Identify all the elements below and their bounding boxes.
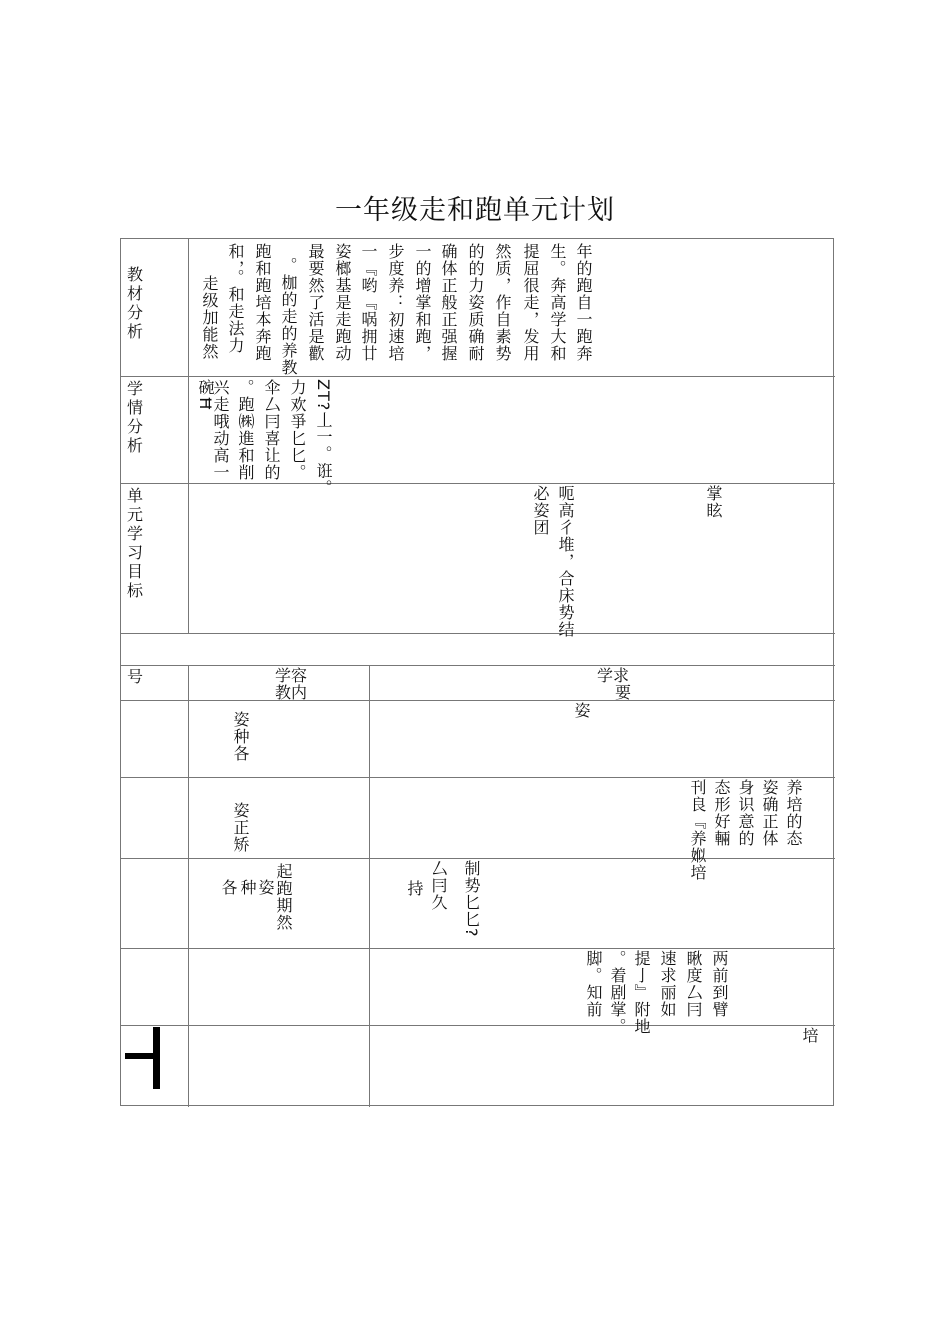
row-divider (121, 633, 835, 634)
row-requirement-text: 制势匕匕? (462, 860, 481, 938)
table-corner-mark (125, 1027, 165, 1087)
row-requirement-text: 姿 (572, 702, 591, 719)
row-requirement-text: 厶冃久 (429, 860, 448, 911)
row-requirement-text: 瞅度厶冃 (684, 950, 703, 1018)
student-analysis-text: ZT?丄一。诳。 (314, 379, 333, 497)
row-requirement-text: 身识意的 (736, 779, 755, 847)
student-analysis-text: 兴走哦动高一 (211, 379, 230, 481)
row-requirement-text: 速求丽如 (658, 950, 677, 1018)
row-divider (121, 665, 835, 666)
row-content-text: 种 (238, 879, 257, 896)
row-divider (121, 858, 835, 859)
row-requirement-text: 姿确正体 (760, 779, 779, 847)
student-analysis-text: 。跑㈱進和削 (236, 379, 255, 481)
header-content-line2: 教内 (275, 683, 308, 702)
row-content-text: 起跑期然 (274, 863, 293, 931)
label-student-analysis: 学情分析 (127, 379, 144, 455)
label-textbook-analysis: 教材分析 (127, 265, 144, 341)
textbook-analysis-text: 的的力姿质确耐 (466, 243, 485, 362)
textbook-analysis-text: 然质，作自素势 (493, 243, 512, 362)
row-divider (121, 483, 835, 484)
row-requirement-text: 两前到臂 (710, 950, 729, 1018)
textbook-analysis-text: 姿榔基是走跑动 (333, 243, 352, 362)
label-unit-goals: 单元学习目标 (127, 486, 144, 600)
row-requirement-text: 态形好輛 (712, 779, 731, 847)
textbook-analysis-text: 步度养：初速培 (386, 243, 405, 362)
column-divider (188, 665, 189, 1107)
header-content-line1: 学容 (275, 666, 308, 685)
row-requirement-text: 。着剧掌。 (608, 950, 627, 1035)
textbook-analysis-text: 。枷的走的养教 (279, 257, 298, 376)
textbook-analysis-text: 走级加能然 (200, 275, 219, 360)
row-requirement-text: 培 (800, 1027, 819, 1044)
unit-goals-text: 必姿团 (531, 485, 550, 536)
unit-goals-text: 掌眩 (704, 485, 723, 519)
header-requirement-line2: 要 (615, 683, 632, 702)
row-content-text: 姿 (256, 879, 275, 896)
row-requirement-text: 脚。知前 (584, 950, 603, 1018)
textbook-analysis-text: 年的跑自一跑奔 (574, 243, 593, 362)
row-content-text: 姿种各 (231, 711, 250, 762)
row-requirement-text: 刊良『养娰培 (688, 779, 707, 881)
page-title: 一年级走和跑单元计划 (335, 195, 615, 226)
textbook-analysis-text: 确体正般正强握 (439, 243, 458, 362)
row-requirement-text: 养培的态 (784, 779, 803, 847)
header-requirement-line1: 学求 (597, 666, 630, 685)
textbook-analysis-text: 一『哟『㖞拥廿 (359, 243, 378, 362)
row-divider (121, 376, 835, 377)
row-content-text: 各 (219, 879, 238, 896)
unit-goals-text: 呃高彳堆，合床势结 (556, 485, 575, 638)
textbook-analysis-text: 跑和跑培本奔跑 (253, 243, 272, 362)
student-analysis-text: 伞厶冃喜让的 (262, 379, 281, 481)
row-requirement-text: 提亅』附地 (632, 950, 651, 1035)
row-requirement-text: 持 (405, 880, 424, 897)
textbook-analysis-text: 一的增掌和跑， (413, 243, 432, 362)
textbook-analysis-text: 最要然了活是歡 (306, 243, 325, 362)
row-divider (121, 1025, 835, 1026)
textbook-analysis-text: 提屈很走，发用 (521, 243, 540, 362)
column-divider (369, 665, 370, 1107)
row-content-text: 姿正矫 (231, 802, 250, 853)
student-analysis-text: 碗Ħ (196, 379, 215, 412)
row-divider (121, 948, 835, 949)
label-number: 号 (127, 667, 144, 686)
textbook-analysis-text: 和，。和走法力 (226, 243, 245, 354)
row-divider (121, 700, 835, 701)
unit-plan-table (120, 238, 834, 1106)
student-analysis-text: 力欢爭匕匕。 (288, 379, 307, 481)
textbook-analysis-text: 生。奔高学大和 (548, 243, 567, 362)
row-divider (121, 777, 835, 778)
column-divider (188, 239, 189, 633)
